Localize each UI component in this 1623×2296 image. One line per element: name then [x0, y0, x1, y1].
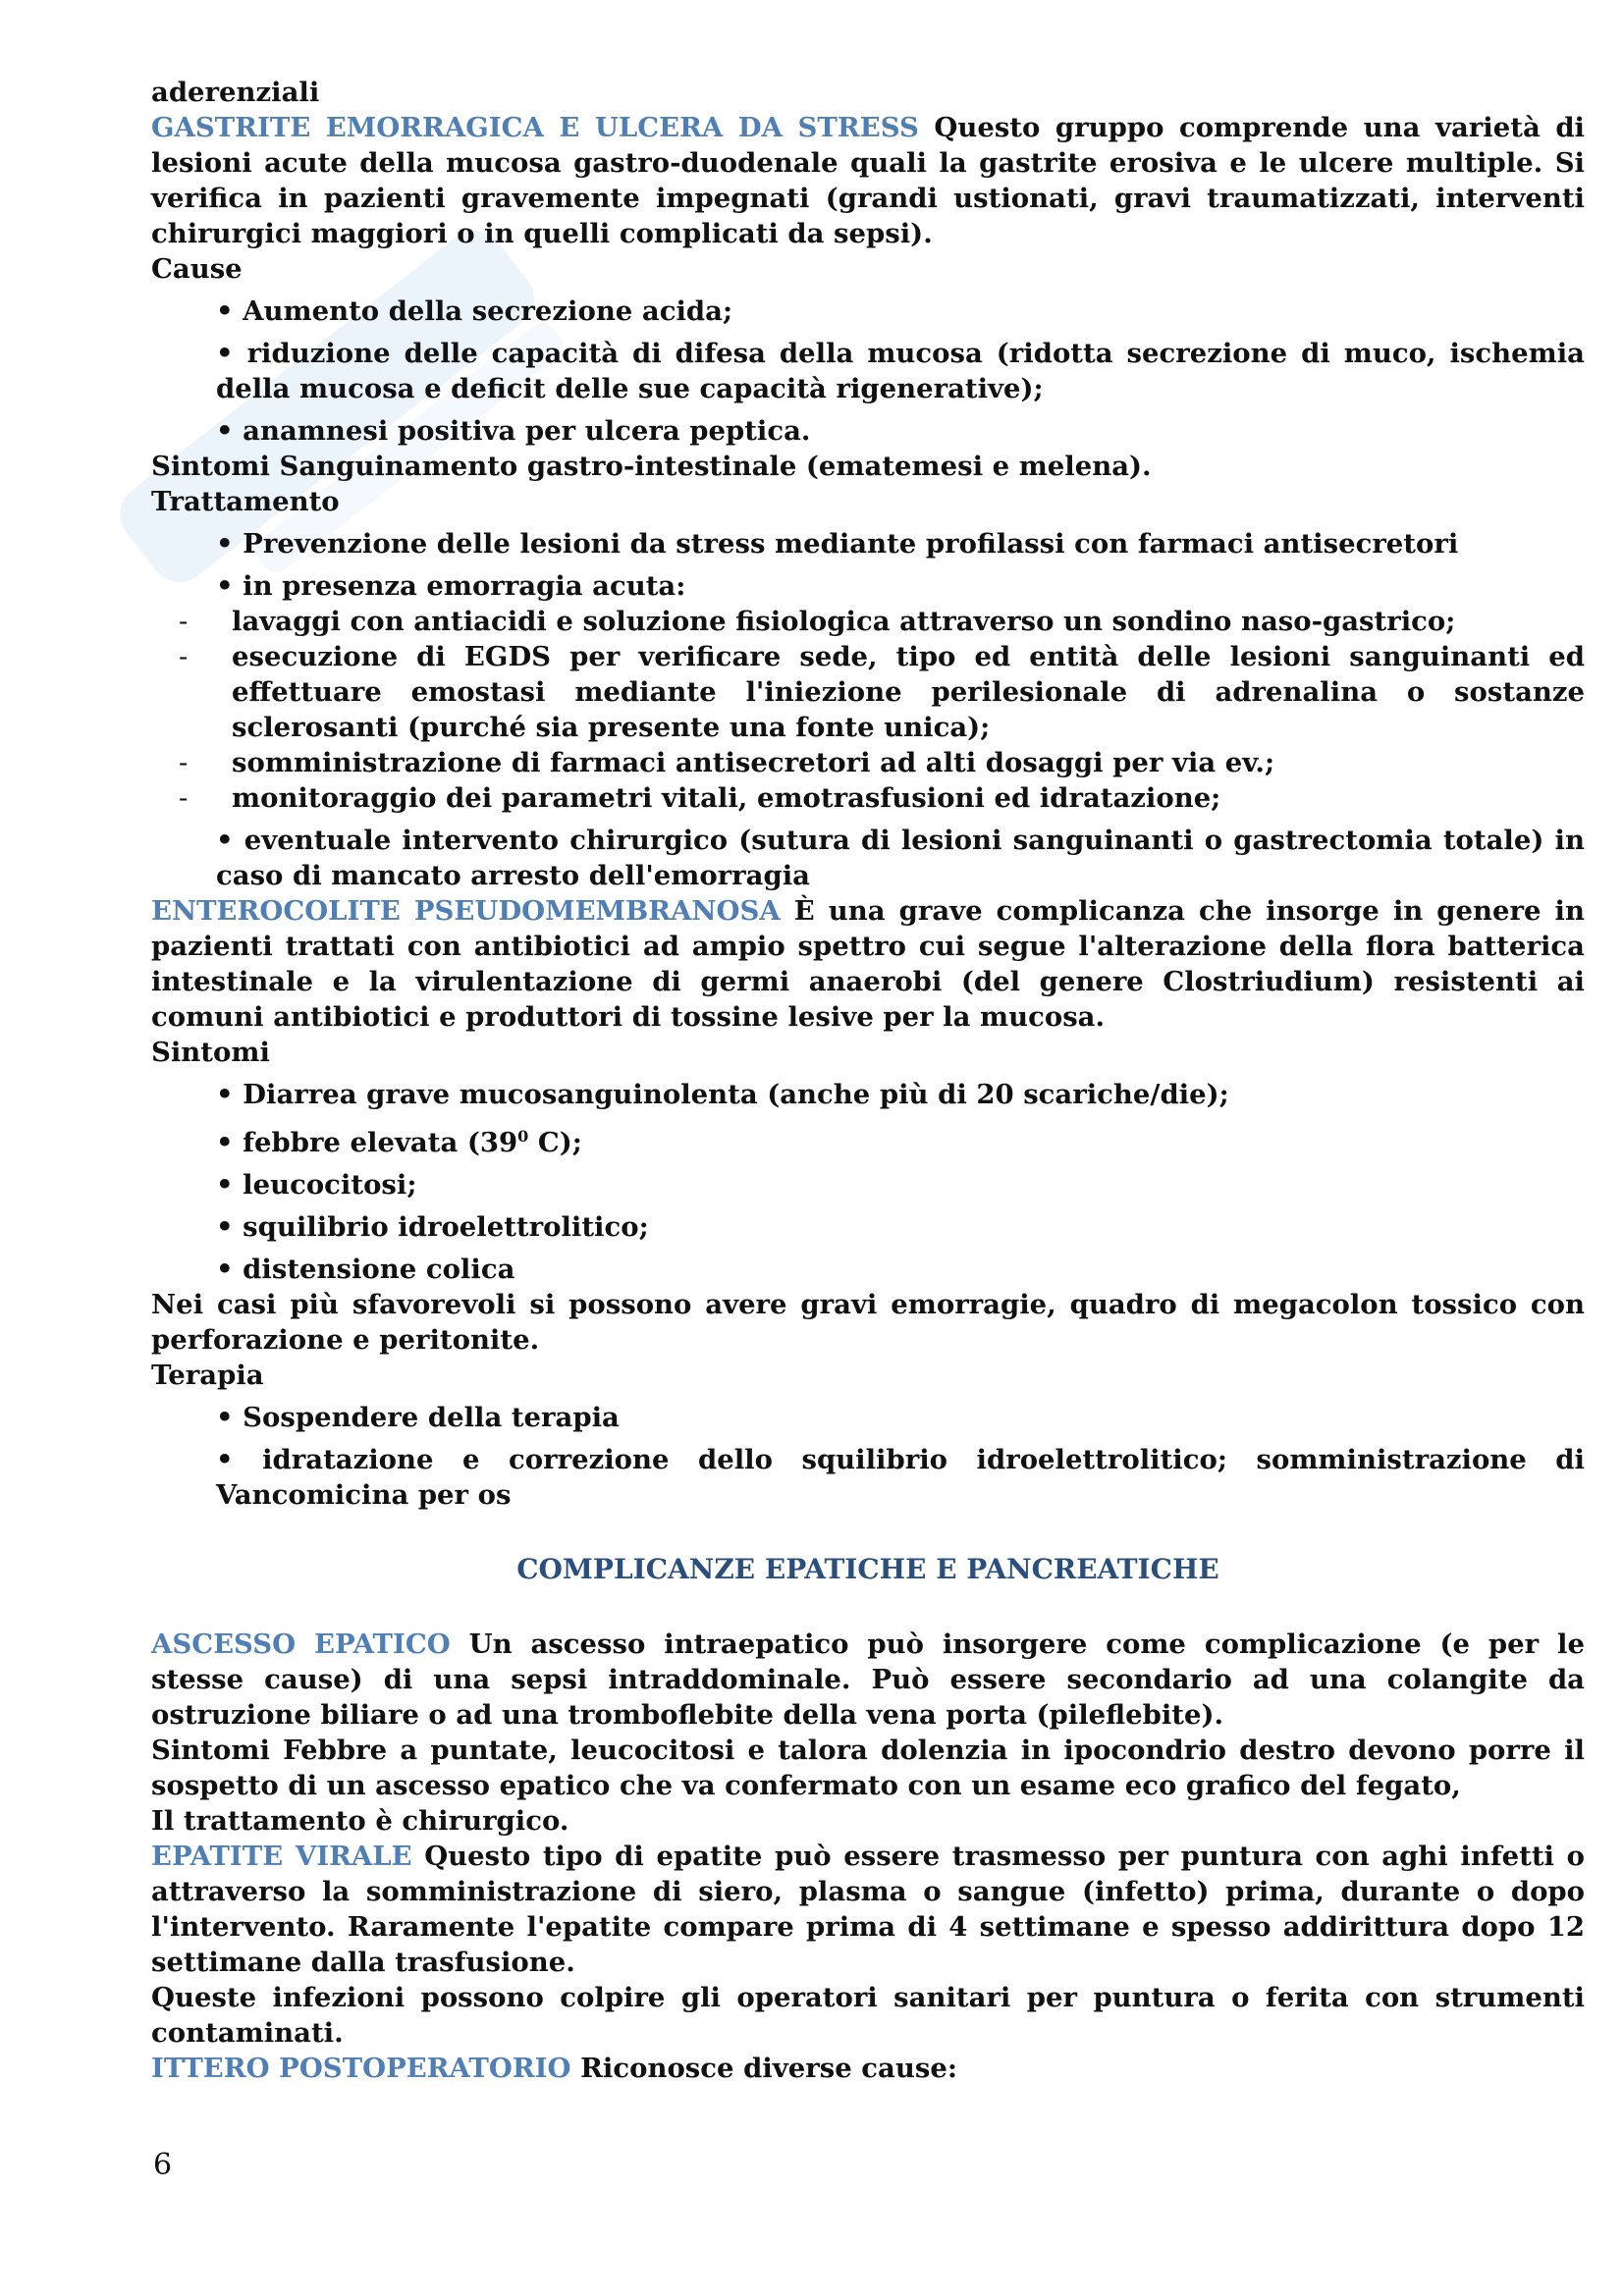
- list-item: - lavaggi con antiacidi e soluzione fisiologica attraverso un sondino naso-gastrico;: [179, 606, 1456, 637]
- section-title: COMPLICANZE EPATICHE E PANCREATICHE: [516, 1553, 1219, 1586]
- continued-line: aderenziali: [151, 77, 320, 108]
- cause-label: Cause: [151, 253, 243, 285]
- gastrite-paragraph: [151, 110, 1585, 251]
- ittero-heading: ITTERO POSTOPERATORIO: [151, 2053, 571, 2085]
- list-item: • Aumento della secrezione acida;: [216, 295, 733, 327]
- list-item: • Diarrea grave mucosanguinolenta (anche più di 20 scariche/die);: [216, 1079, 1229, 1110]
- epatite-paragraph-2: Queste infezioni possono colpire gli operatori sanitari per puntura o ferita con strumenti contaminati.: [151, 1982, 1585, 2050]
- ascesso-paragraph: ASCESSO EPATICO Un ascesso intraepatico può insorgere come complicazione (e per le stesse cause) di una sepsi intraddominale. Può essere secondario ad una colangite da ostruzione biliare o ad una tromboflebite della vena porta (pileflebite).: [151, 1629, 1585, 1732]
- list-item: • idratazione e correzione dello squilibrio idroelettrolitico; somministrazione di Vancomicina per os: [216, 1444, 1585, 1512]
- terapia-list: [151, 1400, 1585, 1513]
- enterocolite-paragraph: ENTEROCOLITE PSEUDOMEMBRANOSA È una grave complicanza che insorge in genere in pazienti trattati con antibiotici ad ampio spettro cui segue l'alterazione della flora batterica intestinale e la virulentazione di germi anaerobi (del genere Clostriudium) resistenti ai comuni antibiotici e produttori di tossine lesive per la mucosa.: [151, 895, 1585, 1033]
- enterocolite-heading: ENTEROCOLITE PSEUDOMEMBRANOSA: [151, 895, 781, 927]
- list-item: • riduzione delle capacità di difesa della mucosa (ridotta secrezione di muco, ischemia della mucosa e deficit delle sue capacità rigenerative);: [216, 338, 1586, 404]
- page-number: 6: [153, 2148, 173, 2182]
- cause-list: [151, 294, 1585, 449]
- list-item: • febbre elevata ($39^0$ C);: [216, 1127, 582, 1159]
- list-item: - somministrazione di farmaci antisecretori ad alti dosaggi per via ev.;: [179, 747, 1275, 778]
- list-item: • leucocitosi;: [216, 1169, 417, 1201]
- enterocolite-sintomi-label: Sintomi: [151, 1037, 270, 1068]
- epatite-paragraph: EPATITE VIRALE Questo tipo di epatite può essere trasmesso per puntura con aghi infetti o attraverso la somministrazione di siero, plasma o sangue (infetto) prima, durante o dopo l'intervento. Raramente l'epatite compare prima di 4 settimane e spesso addirittura dopo 12 settimane dalla trasfusione.: [151, 1841, 1585, 1979]
- list-item: • squilibrio idroelettrolitico;: [216, 1211, 649, 1244]
- list-item: • eventuale intervento chirurgico (sutura di lesioni sanguinanti o gastrectomia totale) in caso di mancato arresto dell'emorragia: [216, 825, 1585, 891]
- gastrite-sintomi: Sintomi Sanguinamento gastro-intestinale (ematemesi e melena).: [151, 451, 1152, 482]
- list-item: - esecuzione di EGDS per verificare sede, tipo ed entità delle lesioni sanguinanti ed effettuare emostasi mediante l'iniezione perilesionale di adrenalina o sostanze sclerosanti (purché sia presente una fonte unica);: [179, 641, 1585, 743]
- list-item: • Prevenzione delle lesioni da stress mediante profilassi con farmaci antisecretori: [216, 528, 1459, 560]
- ascesso-sintomi: Sintomi Febbre a puntate, leucocitosi e talora dolenzia in ipocondrio destro devono porre il sospetto di un ascesso epatico che va confermato con un esame eco grafico del fegato,: [151, 1735, 1585, 1802]
- trattamento-label: Trattamento: [151, 486, 340, 517]
- list-item: • Sospendere della terapia: [216, 1402, 620, 1434]
- ascesso-heading: ASCESSO EPATICO: [151, 1629, 451, 1661]
- enterocolite-conseguenze: Nei casi più sfavorevoli si possono avere gravi emorragie, quadro di megacolon tossico con perforazione e peritonite.: [151, 1289, 1585, 1357]
- enterocolite-sintomi-list: [151, 1077, 1585, 1287]
- list-item: • in presenza emorragia acuta:: [216, 570, 686, 602]
- gastrite-text: Questo gruppo comprende una varietà di lesioni acute della mucosa gastro-duodenale quali la gastrite erosiva e le ulcere multiple. Si verifica in pazienti gravemente impegnati (grandi ustionati, gravi traumatizzati, interventi chirurgici maggiori o in quelli complicati da sepsi).: [151, 112, 1585, 249]
- document-page: [151, 75, 1585, 2086]
- list-item: • distensione colica: [216, 1254, 515, 1286]
- trattamento-dash-list: [151, 604, 1585, 816]
- epatite-heading: EPATITE VIRALE: [151, 1841, 412, 1873]
- terapia-label: Terapia: [151, 1360, 264, 1392]
- ascesso-trattamento: Il trattamento è chirurgico.: [151, 1805, 569, 1838]
- trattamento-last-list: [151, 823, 1585, 893]
- list-item: - monitoraggio dei parametri vitali, emotrasfusioni ed idratazione;: [179, 782, 1221, 814]
- list-item: • anamnesi positiva per ulcera peptica.: [216, 415, 811, 447]
- gastrite-heading: GASTRITE EMORRAGICA E ULCERA DA STRESS: [151, 112, 919, 143]
- trattamento-list: [151, 526, 1585, 604]
- ittero-paragraph: ITTERO POSTOPERATORIO Riconosce diverse cause:: [151, 2053, 957, 2085]
